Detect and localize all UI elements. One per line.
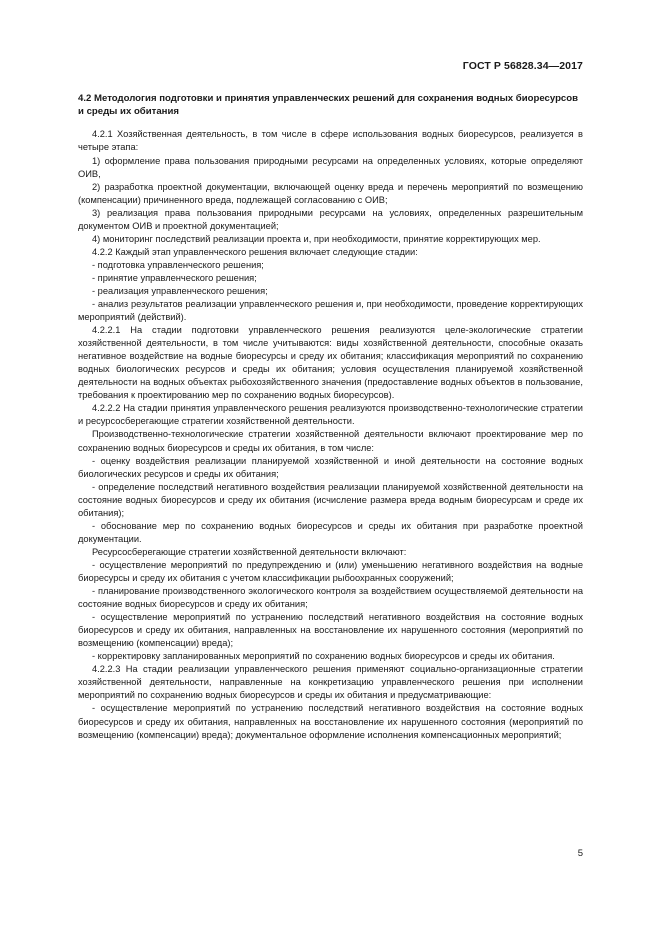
paragraph: 4.2.1 Хозяйственная деятельность, в том числе в сфере использования водных биоресурсов, реализуется в четыре этапа:: [78, 129, 583, 153]
paragraph-list: [78, 128, 583, 741]
paragraph: - корректировку запланированных мероприятий по сохранению водных биоресурсов и среды их обитания.: [92, 651, 555, 662]
paragraph: - обоснование мер по сохранению водных биоресурсов и среды их обитания при разработке проектной документации.: [78, 520, 583, 544]
paragraph: - анализ результатов реализации управленческого решения и, при необходимости, проведение корректирующих мероприятий (действий).: [78, 299, 583, 323]
paragraph: - осуществление мероприятий по устранению последствий негативного воздействия на состояние водных биоресурсов и среду их обитания, направленных на восстановление их нарушенного состояния (мероприятий по возмещению (компенсации) вреда);: [78, 612, 583, 649]
paragraph: 4.2.2.2 На стадии принятия управленческого решения реализуются производственно-технологические стратегии и ресурсосберегающие стратегии хозяйственной деятельности.: [78, 403, 583, 427]
paragraph: 4.2.2 Каждый этап управленческого решения включает следующие стадии:: [92, 246, 418, 257]
paragraph: - определение последствий негативного воздействия реализации планируемой хозяйственной деятельности на состояние водных биоресурсов и среду их обитания (исчисление размера вреда водным биоресурсам и среде их обитания);: [78, 481, 583, 518]
section-title: 4.2 Методология подготовки и принятия управленческих решений для сохранения водных биоресурсов и среды их обитания: [78, 93, 579, 118]
paragraph: - оценку воздействия реализации планируемой хозяйственной и иной деятельности на состояние водных биологических ресурсов и среды их обитания;: [78, 455, 583, 479]
document-code: ГОСТ Р 56828.34—2017: [462, 60, 583, 72]
paragraph: - планирование производственного экологического контроля за воздействием осуществляемой деятельности на состояние водных биоресурсов и среду их обитания;: [78, 586, 583, 610]
paragraph: 3) реализация права пользования природными ресурсами на условиях, определенных разрешительным документом ОИВ и проектной документацией;: [78, 207, 583, 231]
paragraph: - принятие управленческого решения;: [92, 272, 257, 283]
paragraph: Производственно-технологические стратегии хозяйственной деятельности включают проектирование мер по сохранению водных биоресурсов и среды их обитания, в том числе:: [78, 429, 583, 453]
paragraph: - осуществление мероприятий по предупреждению и (или) уменьшению негативного воздействия на водные биоресурсы и среду их обитания с учетом классификации рыбоохранных сооружений;: [78, 559, 583, 583]
paragraph: 4.2.2.1 На стадии подготовки управленческого решения реализуются целе-экологические стратегии хозяйственной деятельности, в том числе учитываются: виды хозяйственной деятельности, способные оказать негативное воздействие на водные биоресурсы и среду их обитания; классификация мероприятий по сохранению водных биологических ресурсов и среды их обитания; условия осуществления планируемой хозяйственной деятельности на водных объектах рыбохозяйственного значения (предоставление водных объектов в пользование, требования к проектированию мер по сохранению водных биоресурсов).: [78, 325, 583, 401]
paragraph: Ресурсосберегающие стратегии хозяйственной деятельности включают:: [92, 546, 407, 557]
paragraph: 4) мониторинг последствий реализации проекта и, при необходимости, принятие корректирующих мер.: [92, 233, 541, 244]
paragraph: 2) разработка проектной документации, включающей оценку вреда и перечень мероприятий по возмещению (компенсации) причиненного вреда, подлежащей согласованию с ОИВ;: [78, 181, 583, 205]
page-number: 5: [577, 848, 583, 859]
paragraph: 1) оформление права пользования природными ресурсами на определенных условиях, которые определяют ОИВ,: [78, 155, 583, 179]
paragraph: - осуществление мероприятий по устранению последствий негативного воздействия на состояние водных биоресурсов и среду их обитания, направленных на восстановление их нарушенного состояния (мероприятий по возмещению (компенсации) вреда); документальное оформление исполнения компенсационных мероприятий;: [78, 703, 583, 740]
paragraph: - подготовка управленческого решения;: [92, 259, 264, 270]
document-body: [78, 92, 583, 742]
paragraph: 4.2.2.3 На стадии реализации управленческого решения применяют социально-организационные стратегии хозяйственной деятельности, направленные на конкретизацию управленческого решения при исполнении мероприятий по сохранению водных биоресурсов и среды их обитания и предусматривающие:: [78, 664, 583, 701]
paragraph: - реализация управленческого решения;: [92, 285, 268, 296]
